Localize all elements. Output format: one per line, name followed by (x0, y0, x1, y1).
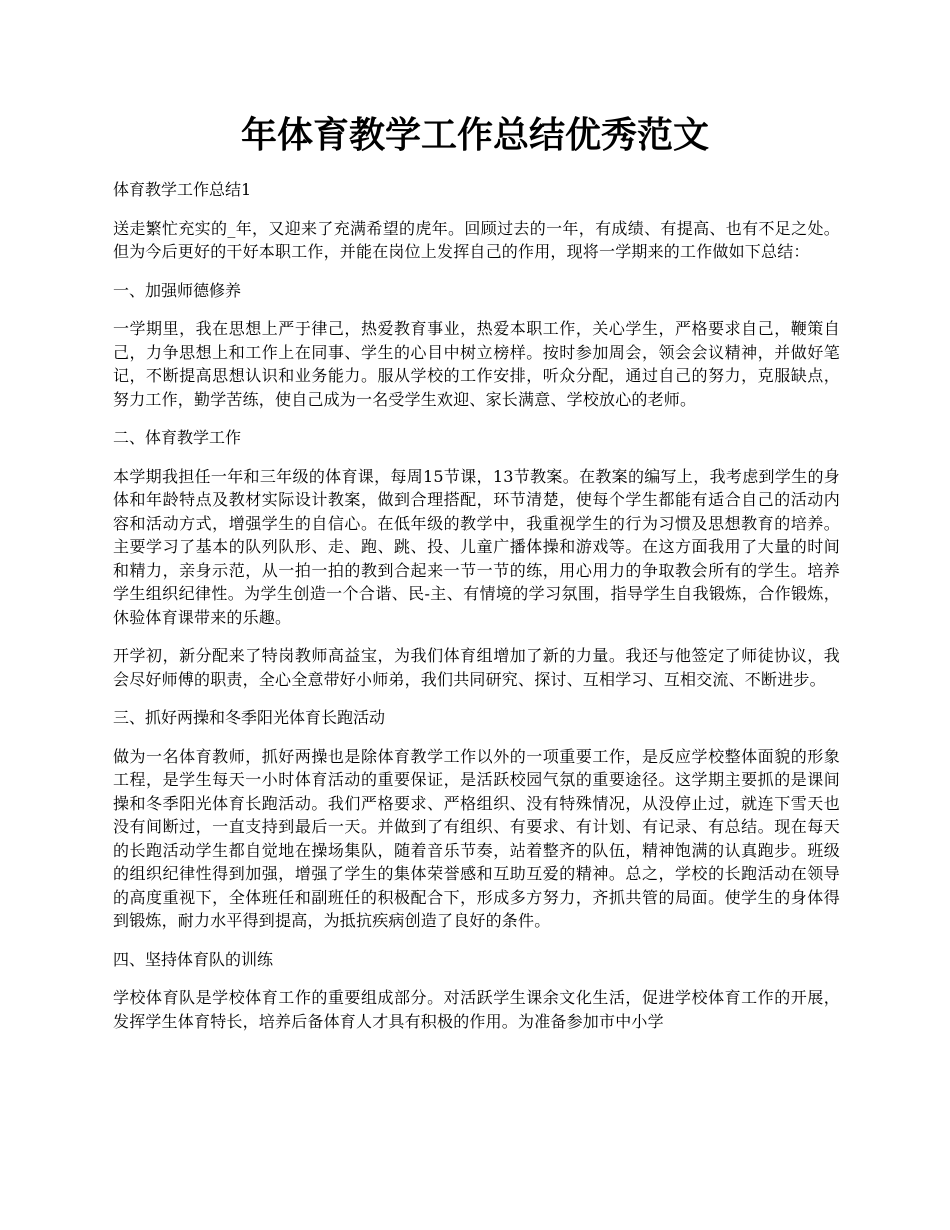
paragraph: 学校体育队是学校体育工作的重要组成部分。对活跃学生课余文化生活，促进学校体育工作的开展，发挥学生体育特长，培养后备体育人才具有积极的作用。为准备参加市中小学 (113, 988, 840, 1031)
section-heading: 二、体育教学工作 (113, 428, 242, 447)
paragraph: 开学初，新分配来了特岗教师高益宝，为我们体育组增加了新的力量。我还与他签定了师徒协议，我会尽好师傅的职责，全心全意带好小师弟，我们共同研究、探讨、互相学习、互相交流、不断进步。 (113, 646, 840, 689)
document-title: 年体育教学工作总结优秀范文 (240, 114, 709, 156)
document-body (113, 178, 840, 1048)
paragraph: 本学期我担任一年和三年级的体育课，每周15节课，13节教案。在教案的编写上，我考虑到学生的身体和年龄特点及教材实际设计教案，做到合理搭配，环节清楚，使每个学生都能有适合自己的活动内容和活动方式，增强学生的自信心。在低年级的教学中，我重视学生的行为习惯及思想教育的培养。主要学习了基本的队列队形、走、跑、跳、投、儿童广播体操和游戏等。在这方面我用了大量的时间和精力，亲身示范，从一拍一拍的教到合起来一节一节的练，用心用力的争取教会所有的学生。培养学生组织纪律性。为学生创造一个合谐、民-主、有情境的学习氛围，指导学生自我锻炼，合作锻炼，休验体育课带来的乐趣。 (113, 466, 840, 627)
paragraph: 一学期里，我在思想上严于律己，热爱教育事业，热爱本职工作，关心学生，严格要求自己，鞭策自己，力争思想上和工作上在同事、学生的心目中树立榜样。按时参加周会，领会会议精神，并做好笔记，不断提高思想认识和业务能力。服从学校的工作安排，听众分配，通过自己的努力，克服缺点，努力工作，勤学苦练，使自己成为一名受学生欢迎、家长满意、学校放心的老师。 (113, 319, 840, 409)
paragraph: 做为一名体育教师，抓好两操也是除体育教学工作以外的一项重要工作，是反应学校整体面貌的形象工程，是学生每天一小时体育活动的重要保证，是活跃校园气氛的重要途径。这学期主要抓的是课间操和冬季阳光体育长跑活动。我们严格要求、严格组织、没有特殊情况，从没停止过，就连下雪天也没有间断过，一直支持到最后一天。并做到了有组织、有要求、有计划、有记录、有总结。现在每天的长跑活动学生都自觉地在操场集队，随着音乐节奏，站着整齐的队伍，精神饱满的认真跑步。班级的组织纪律性得到加强，增强了学生的集体荣誉感和互助互爱的精神。总之，学校的长跑活动在领导的高度重视下，全体班任和副班任的积极配合下，形成多方努力，齐抓共管的局面。使学生的身体得到锻炼，耐力水平得到提高，为抵抗疾病创造了良好的条件。 (113, 746, 840, 930)
paragraph: 送走繁忙充实的_年，又迎来了充满希望的虎年。回顾过去的一年，有成绩、有提高、也有不足之处。但为今后更好的干好本职工作，并能在岗位上发挥自己的作用，现将一学期来的工作做如下总结： (113, 218, 840, 261)
section-heading: 体育教学工作总结1 (113, 180, 252, 199)
section-heading: 三、抓好两操和冬季阳光体育长跑活动 (113, 708, 386, 727)
section-heading: 一、加强师德修养 (113, 280, 242, 300)
section-heading: 四、坚持体育队的训练 (113, 949, 274, 969)
